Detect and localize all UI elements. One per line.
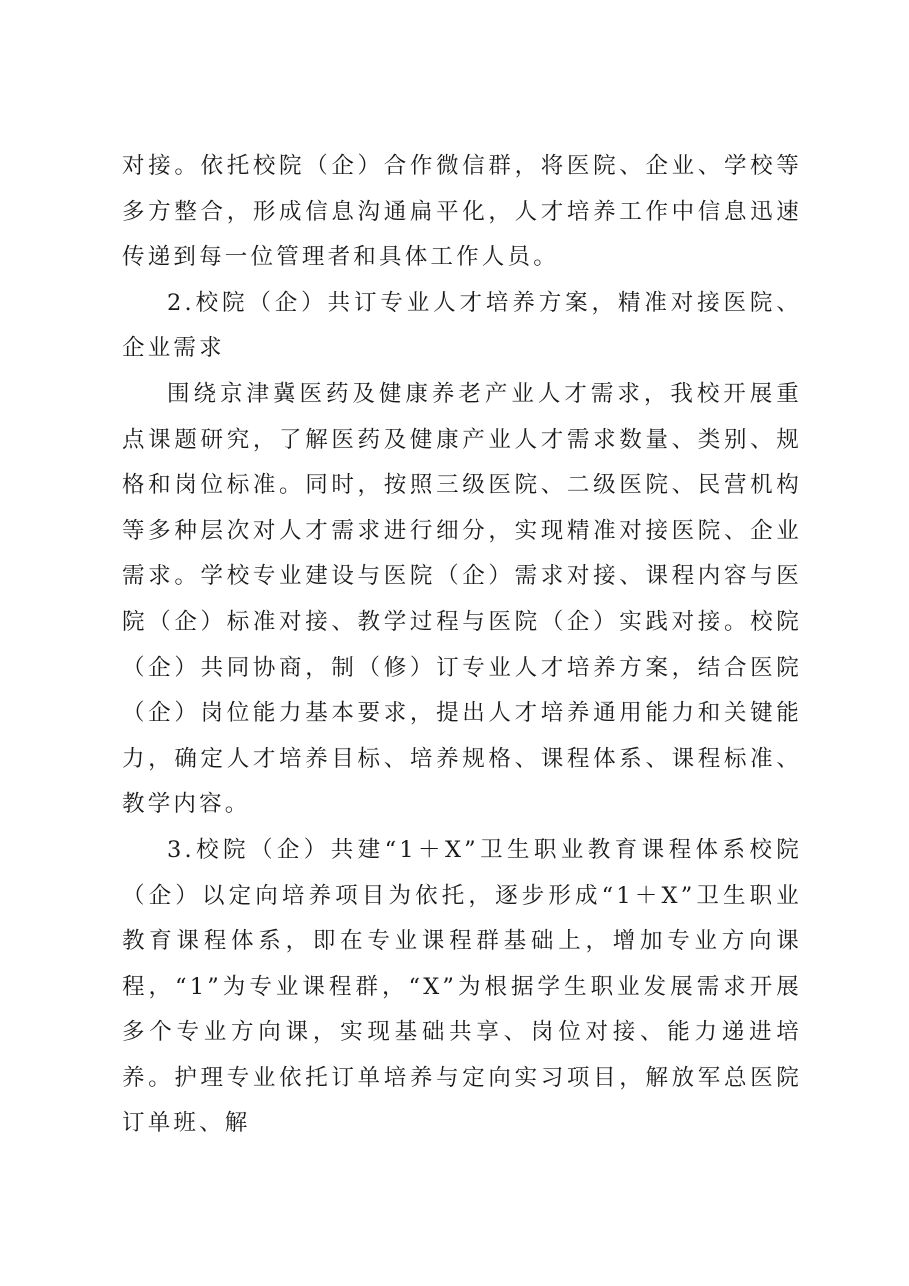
section-heading-3: 3.校院（企）共建“1＋X”卫生职业教育课程体系校院（企）以定向培养项目为依托，逐步形成“1＋X”卫生职业教育课程体系，即在专业课程群基础上，增加专业方向课程，“1”为专业课程群，“X”为根据学生职业发展需求开展多个专业方向课，实现基础共享、岗位对接、能力递进培养。护理专业依托订单培养与定向实习项目，解放军总医院订单班、解 [122,836,802,1137]
document-body [122,144,802,1147]
paragraph-continuation: 对接。依托校院（企）合作微信群，将医院、企业、学校等多方整合，形成信息沟通扁平化，人才培养工作中信息迅速传递到每一位管理者和具体工作人员。 [122,153,802,271]
paragraph-body: 围绕京津冀医药及健康养老产业人才需求，我校开展重点课题研究，了解医药及健康产业人才需求数量、类别、规格和岗位标准。同时，按照三级医院、二级医院、民营机构等多种层次对人才需求进行细分，实现精准对接医院、企业需求。学校专业建设与医院（企）需求对接、课程内容与医院（企）标准对接、教学过程与医院（企）实践对接。校院（企）共同协商，制（修）订专业人才培养方案，结合医院（企）岗位能力基本要求，提出人才培养通用能力和关键能力，确定人才培养目标、培养规格、课程体系、课程标准、教学内容。 [122,380,802,818]
section-heading-2: 2.校院（企）共订专业人才培养方案，精准对接医院、企业需求 [122,289,802,362]
